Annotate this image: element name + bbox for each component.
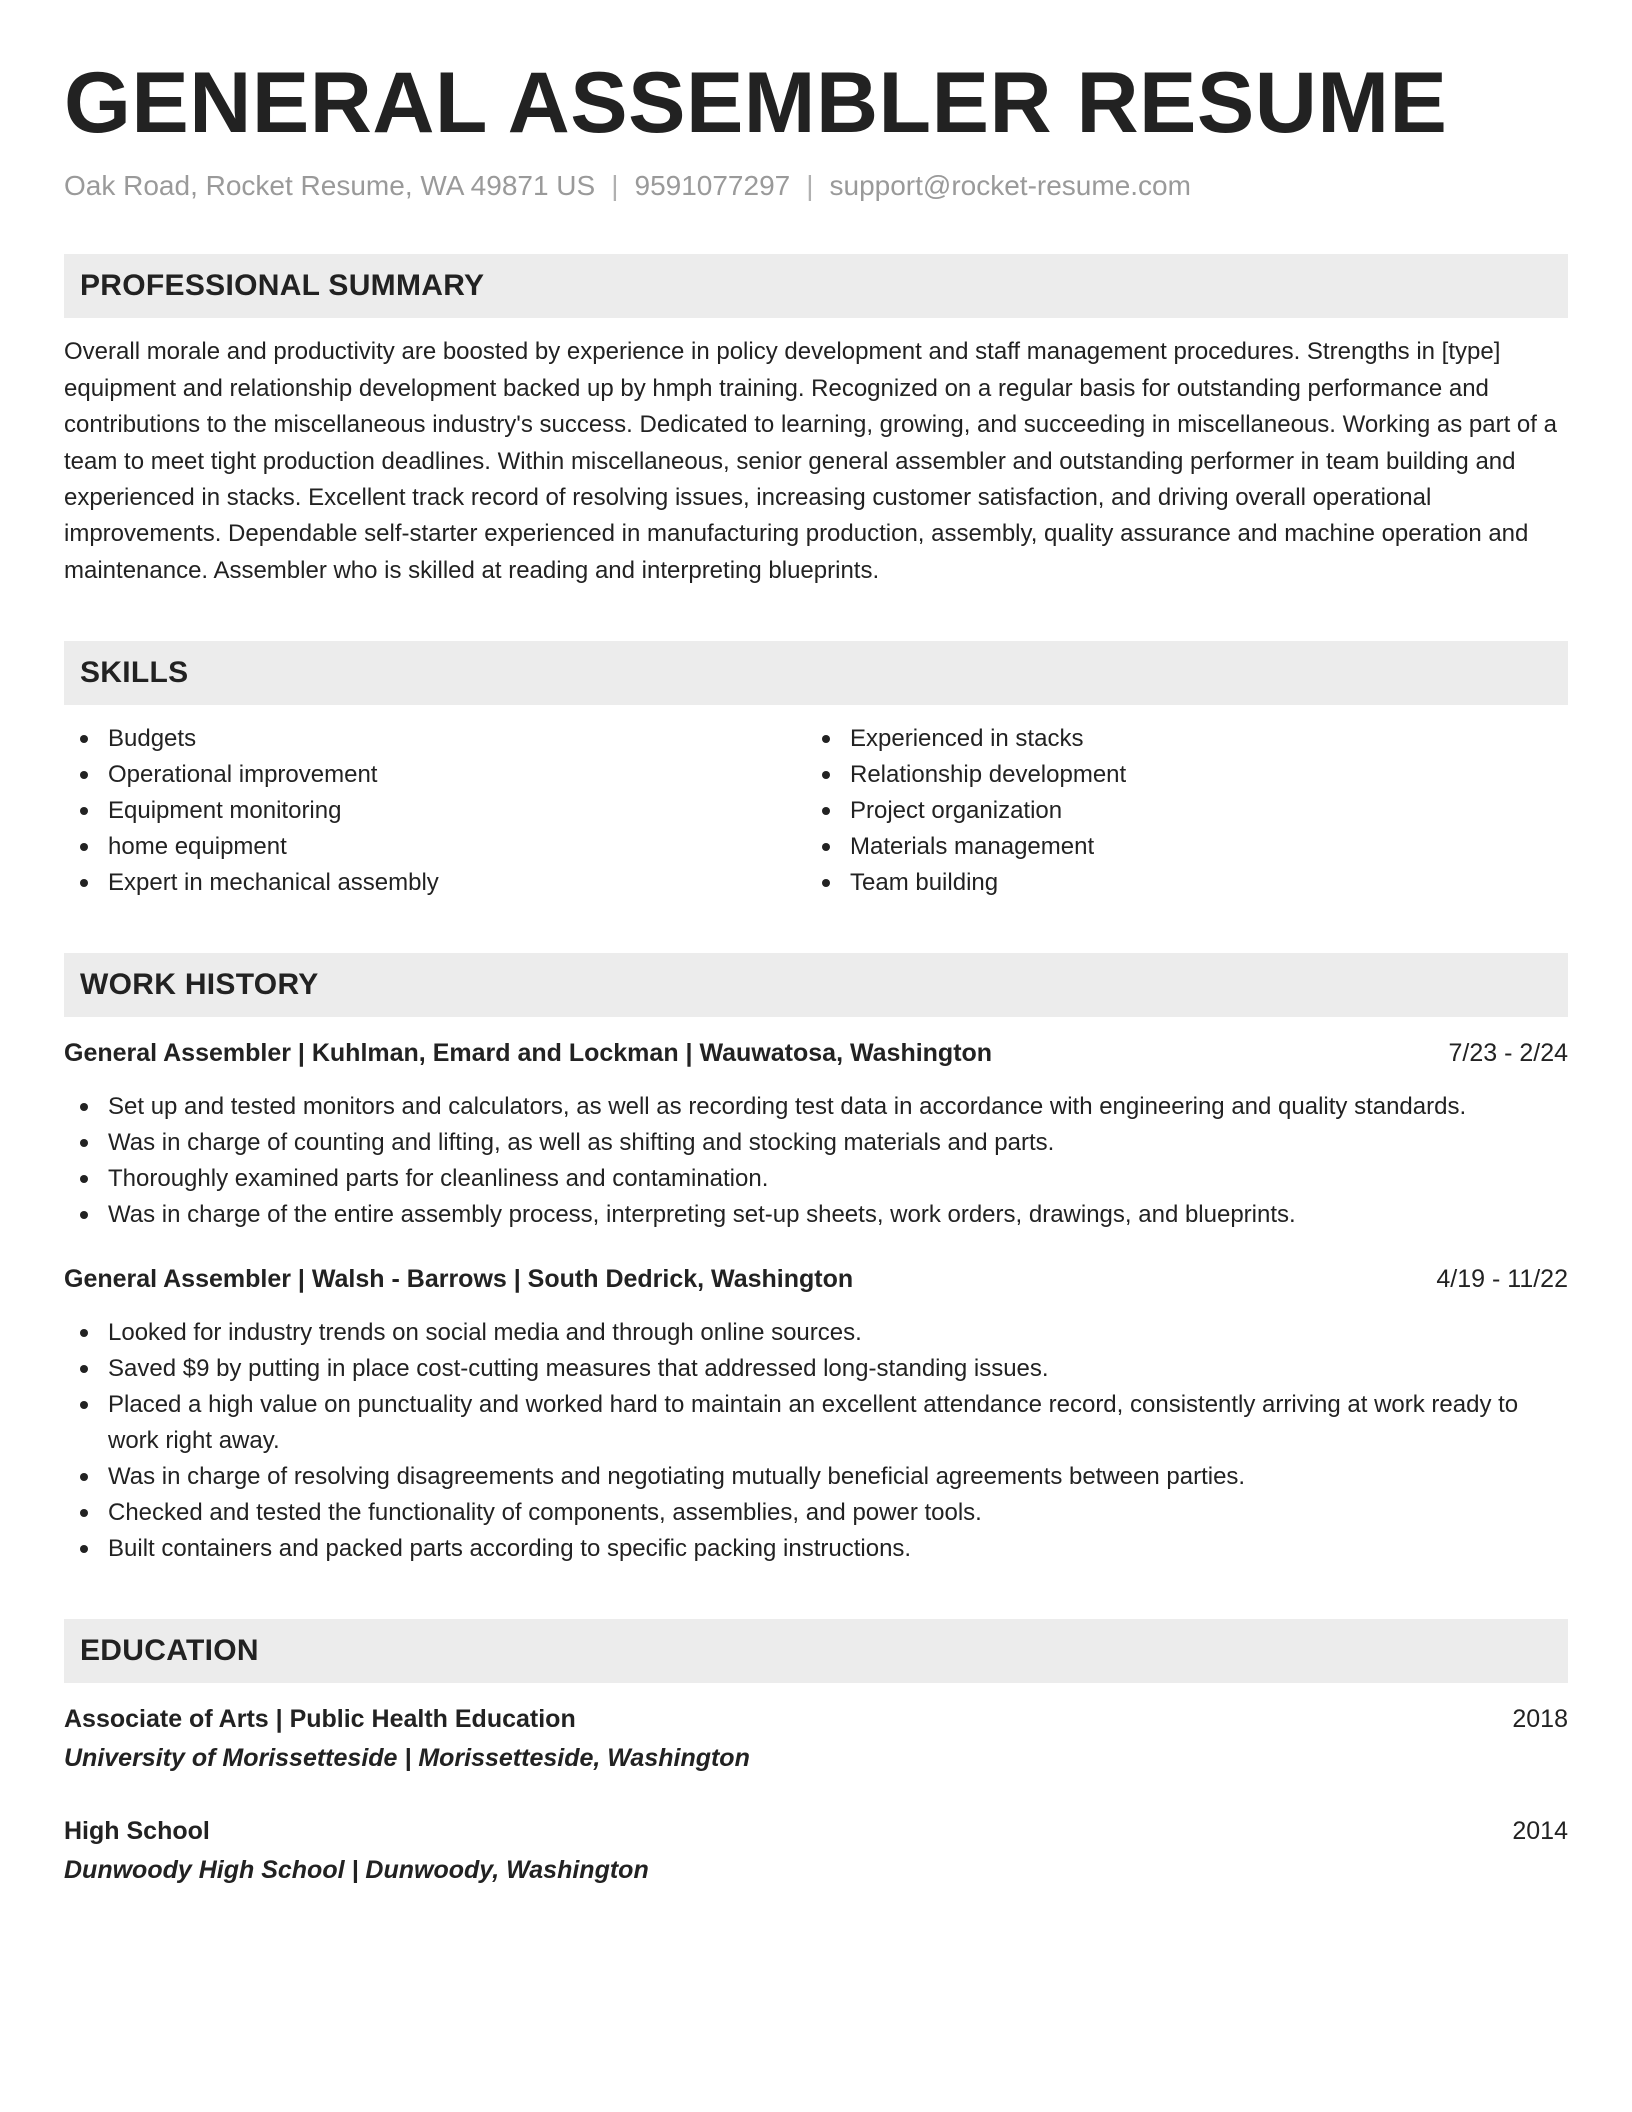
- skill-item: Expert in mechanical assembly: [64, 865, 806, 901]
- skill-item: Team building: [806, 865, 1548, 901]
- skill-item: Materials management: [806, 829, 1548, 865]
- job-title: General Assembler | Kuhlman, Emard and Lockman | Wauwatosa, Washington: [64, 1039, 993, 1068]
- skill-item: Budgets: [64, 721, 806, 757]
- education-header: [64, 1701, 1568, 1737]
- skill-item: Operational improvement: [64, 757, 806, 793]
- job-bullet: Placed a high value on punctuality and worked hard to maintain an excellent attendance record, consistently arriving at work ready to work right away.: [64, 1387, 1568, 1459]
- skill-item: home equipment: [64, 829, 806, 865]
- job-dates: 7/23 - 2/24: [1448, 1039, 1568, 1068]
- job-dates: 4/19 - 11/22: [1436, 1265, 1568, 1294]
- education-degree: Associate of Arts | Public Health Education: [64, 1705, 576, 1734]
- skills-column-left: [64, 721, 806, 901]
- job-bullet: Thoroughly examined parts for cleanliness and contamination.: [64, 1161, 1568, 1197]
- skills-column-right: [806, 721, 1548, 901]
- education-year: 2014: [1512, 1817, 1568, 1846]
- education-school: Dunwoody High School | Dunwoody, Washington: [64, 1856, 649, 1885]
- skill-item: Relationship development: [806, 757, 1548, 793]
- education-heading: EDUCATION: [64, 1619, 1568, 1683]
- summary-text: Overall morale and productivity are boosted by experience in policy development and staff management procedures. Strengths in [type] equipment and relationship development backed up by hmph training. Recognized on a regular basis for outstanding performance and contributions to the miscellaneous industry's success. Dedicated to learning, growing, and succeeding in miscellaneous. Working as part of a team to meet tight production deadlines. Within miscellaneous, senior general assembler and outstanding performer in team building and experienced in stacks. Excellent track record of resolving issues, increasing customer satisfaction, and driving overall operational improvements. Dependable self-starter experienced in manufacturing production, assembly, quality assurance and machine operation and maintenance. Assembler who is skilled at reading and interpreting blueprints.: [64, 338, 1557, 584]
- skills-list: [64, 721, 1568, 901]
- contact-separator: |: [806, 170, 814, 202]
- education-school: University of Morissetteside | Morissetteside, Washington: [64, 1744, 750, 1773]
- education-entry: [64, 1701, 1568, 1777]
- job-header: [64, 1035, 1568, 1071]
- contact-email: support@rocket-resume.com: [829, 170, 1191, 202]
- contact-separator: |: [611, 170, 619, 202]
- skill-item: Project organization: [806, 793, 1548, 829]
- job-bullet: Built containers and packed parts according to specific packing instructions.: [64, 1531, 1568, 1567]
- skills-heading: SKILLS: [64, 641, 1568, 705]
- job-bullet: Was in charge of the entire assembly process, interpreting set-up sheets, work orders, drawings, and blueprints.: [64, 1197, 1568, 1233]
- job-bullet: Checked and tested the functionality of components, assemblies, and power tools.: [64, 1495, 1568, 1531]
- job-bullets: [64, 1315, 1568, 1567]
- job-bullet: Was in charge of resolving disagreements and negotiating mutually beneficial agreements between parties.: [64, 1459, 1568, 1495]
- job-bullet: Looked for industry trends on social media and through online sources.: [64, 1315, 1568, 1351]
- work-heading: WORK HISTORY: [64, 953, 1568, 1017]
- contact-phone: 9591077297: [634, 170, 791, 202]
- education-entry: [64, 1813, 1568, 1889]
- skill-item: Experienced in stacks: [806, 721, 1548, 757]
- job-bullet: Saved $9 by putting in place cost-cutting measures that addressed long-standing issues.: [64, 1351, 1568, 1387]
- job-entry: [64, 1261, 1568, 1567]
- job-bullets: [64, 1089, 1568, 1233]
- education-degree: High School: [64, 1817, 210, 1846]
- skill-item: Equipment monitoring: [64, 793, 806, 829]
- education-year: 2018: [1512, 1705, 1568, 1734]
- job-header: [64, 1261, 1568, 1297]
- contact-line: [64, 170, 1568, 202]
- job-bullet: Set up and tested monitors and calculators, as well as recording test data in accordance with engineering and quality standards.: [64, 1089, 1568, 1125]
- job-bullet: Was in charge of counting and lifting, as well as shifting and stocking materials and parts.: [64, 1125, 1568, 1161]
- contact-address: Oak Road, Rocket Resume, WA 49871 US: [64, 170, 596, 202]
- resume-title: GENERAL ASSEMBLER RESUME: [64, 55, 1448, 151]
- job-entry: [64, 1035, 1568, 1233]
- summary-heading: PROFESSIONAL SUMMARY: [64, 254, 1568, 318]
- education-header: [64, 1813, 1568, 1849]
- job-title: General Assembler | Walsh - Barrows | South Dedrick, Washington: [64, 1265, 854, 1294]
